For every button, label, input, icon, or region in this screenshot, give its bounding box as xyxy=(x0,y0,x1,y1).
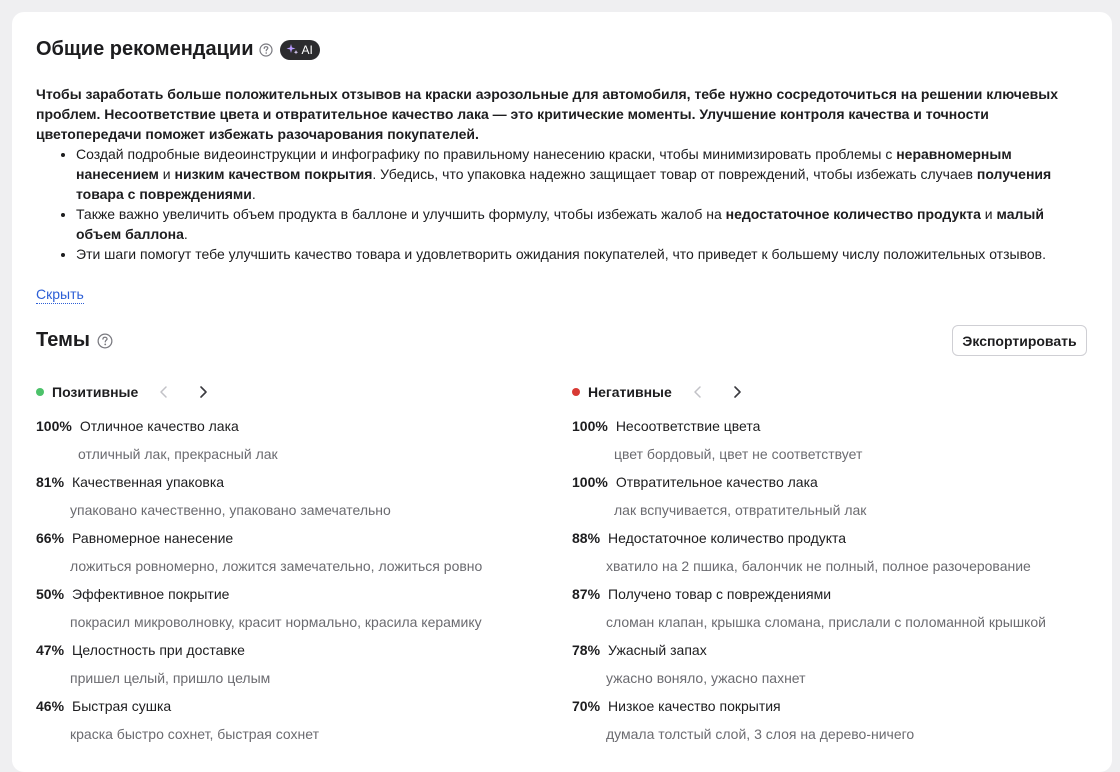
hide-link[interactable]: Скрыть xyxy=(36,286,84,302)
topic-name: Недостаточное количество продукта xyxy=(608,530,847,546)
topic-percent: 47% xyxy=(36,642,65,658)
topic-item[interactable] xyxy=(36,642,566,698)
emphasis-text: неравномерным нанесением xyxy=(76,146,1012,182)
topic-keywords: отличный лак, прекрасный лак xyxy=(78,446,278,462)
topic-keywords: лак вспучивается, отвратительный лак xyxy=(614,502,867,518)
positive-dot xyxy=(36,388,44,396)
topic-keywords: сломан клапан, крышка сломана, прислали с поломанной крышкой xyxy=(606,614,1046,630)
topic-name: Качественная упаковка xyxy=(72,474,225,490)
topics-title: Темы xyxy=(36,329,90,351)
recommendations-list xyxy=(36,144,1092,264)
topic-keywords: упаковано качественно, упаковано замечательно xyxy=(70,502,391,518)
topic-percent: 78% xyxy=(572,642,601,658)
recommendations-intro: Чтобы заработать больше положительных отзывов на краски аэрозольные для автомобиля, тебе нужно сосредоточиться на решении ключевых проблем. Несоответствие цвета и отвратительное качество лака — это критические моменты. Улучшение контроля качества и точности цветопередачи поможет избежать разочарования покупателей. xyxy=(36,86,1058,142)
recommendation-text: Создай подробные видеоинструкции и инфографику по правильному нанесению краски, чтобы минимизировать проблемы с xyxy=(76,146,897,162)
topic-percent: 87% xyxy=(572,586,601,602)
topic-keywords: краска быстро сохнет, быстрая сохнет xyxy=(70,726,320,742)
export-button[interactable]: Экспортировать xyxy=(952,325,1087,356)
topic-item[interactable] xyxy=(36,530,566,586)
topic-percent: 100% xyxy=(572,474,608,490)
topic-keywords: хватило на 2 пшика, балончик не полный, полное разочерование xyxy=(606,558,1031,574)
topic-keywords: пришел целый, пришло целым xyxy=(70,670,271,686)
recommendation-text: и xyxy=(158,166,175,182)
topic-item[interactable] xyxy=(36,586,566,642)
topic-item[interactable] xyxy=(572,474,1102,530)
recommendation-item xyxy=(76,244,1092,264)
topic-item[interactable] xyxy=(36,698,566,754)
topic-keywords: цвет бордовый, цвет не соответствует xyxy=(614,446,863,462)
topic-name: Целостность при доставке xyxy=(72,642,245,658)
question-circle-icon[interactable] xyxy=(97,332,114,349)
negative-topics-header xyxy=(572,383,1102,401)
question-circle-icon[interactable] xyxy=(259,42,274,57)
negative-label: Негативные xyxy=(588,384,672,400)
topic-item[interactable] xyxy=(572,530,1102,586)
recommendation-text: . xyxy=(251,186,256,202)
topic-item[interactable] xyxy=(572,698,1102,754)
positive-topics-list xyxy=(36,418,566,754)
recommendation-text: Эти шаги помогут тебе улучшить качество товара и удовлетворить ожидания покупателей, что приведет к большему числу положительных отзывов. xyxy=(76,246,1046,262)
ai-badge xyxy=(280,40,320,60)
topic-name: Отвратительное качество лака xyxy=(615,474,818,490)
topic-name: Равномерное нанесение xyxy=(72,530,234,546)
topic-name: Быстрая сушка xyxy=(72,698,172,714)
topics-header xyxy=(36,329,114,352)
topic-name: Получено товар с повреждениями xyxy=(608,586,832,602)
chevron-left-icon[interactable] xyxy=(690,384,706,400)
recommendation-item xyxy=(76,144,1092,204)
sparkle-icon xyxy=(286,43,299,56)
chevron-left-icon[interactable] xyxy=(156,384,172,400)
topic-percent: 100% xyxy=(36,418,72,434)
topic-item[interactable] xyxy=(572,642,1102,698)
recommendation-text: . xyxy=(183,226,188,242)
topic-keywords: ужасно воняло, ужасно пахнет xyxy=(606,670,806,686)
emphasis-text: получения товара с повреждениями xyxy=(76,166,1052,202)
topic-percent: 81% xyxy=(36,474,65,490)
recommendations-header xyxy=(36,38,320,61)
topic-name: Эффективное покрытие xyxy=(72,586,230,602)
topic-name: Несоответствие цвета xyxy=(615,418,761,434)
recommendations-title: Общие рекомендации xyxy=(36,38,254,60)
topic-keywords: думала толстый слой, 3 слоя на дерево-ничего xyxy=(606,726,915,742)
topic-item[interactable] xyxy=(36,418,566,474)
chevron-right-icon[interactable] xyxy=(195,384,211,400)
emphasis-text: низким качеством покрытия xyxy=(174,166,373,182)
positive-topics-column xyxy=(36,383,566,754)
topic-name: Ужасный запах xyxy=(608,642,707,658)
chevron-right-icon[interactable] xyxy=(729,384,745,400)
topic-keywords: ложиться ровномерно, ложится замечательно, ложиться ровно xyxy=(70,558,483,574)
recommendation-text: и xyxy=(980,206,997,222)
topic-keywords: покрасил микроволновку, красит нормально, красила керамику xyxy=(70,614,482,630)
topic-item[interactable] xyxy=(36,474,566,530)
topic-percent: 66% xyxy=(36,530,65,546)
recommendation-item xyxy=(76,204,1092,244)
recommendations-card xyxy=(12,12,1112,772)
emphasis-text: недостаточное количество продукта xyxy=(725,206,981,222)
topic-item[interactable] xyxy=(572,586,1102,642)
negative-topics-column xyxy=(572,383,1102,754)
positive-label: Позитивные xyxy=(52,384,139,400)
positive-topics-header xyxy=(36,383,566,401)
recommendations-body xyxy=(36,84,1092,264)
recommendation-text: Также важно увеличить объем продукта в баллоне и улучшить формулу, чтобы избежать жалоб на xyxy=(76,206,726,222)
negative-dot xyxy=(572,388,580,396)
topic-item[interactable] xyxy=(572,418,1102,474)
ai-badge-label: AI xyxy=(301,42,313,57)
emphasis-text: малый объем баллона xyxy=(76,206,1044,242)
topic-percent: 88% xyxy=(572,530,601,546)
negative-topics-list xyxy=(572,418,1102,754)
topic-percent: 70% xyxy=(572,698,601,714)
topic-percent: 100% xyxy=(572,418,608,434)
recommendation-text: . Убедись, что упаковка надежно защищает товар от повреждений, чтобы избежать случаев xyxy=(372,166,977,182)
topic-percent: 46% xyxy=(36,698,65,714)
topic-percent: 50% xyxy=(36,586,65,602)
topic-name: Низкое качество покрытия xyxy=(608,698,781,714)
topic-name: Отличное качество лака xyxy=(79,418,239,434)
